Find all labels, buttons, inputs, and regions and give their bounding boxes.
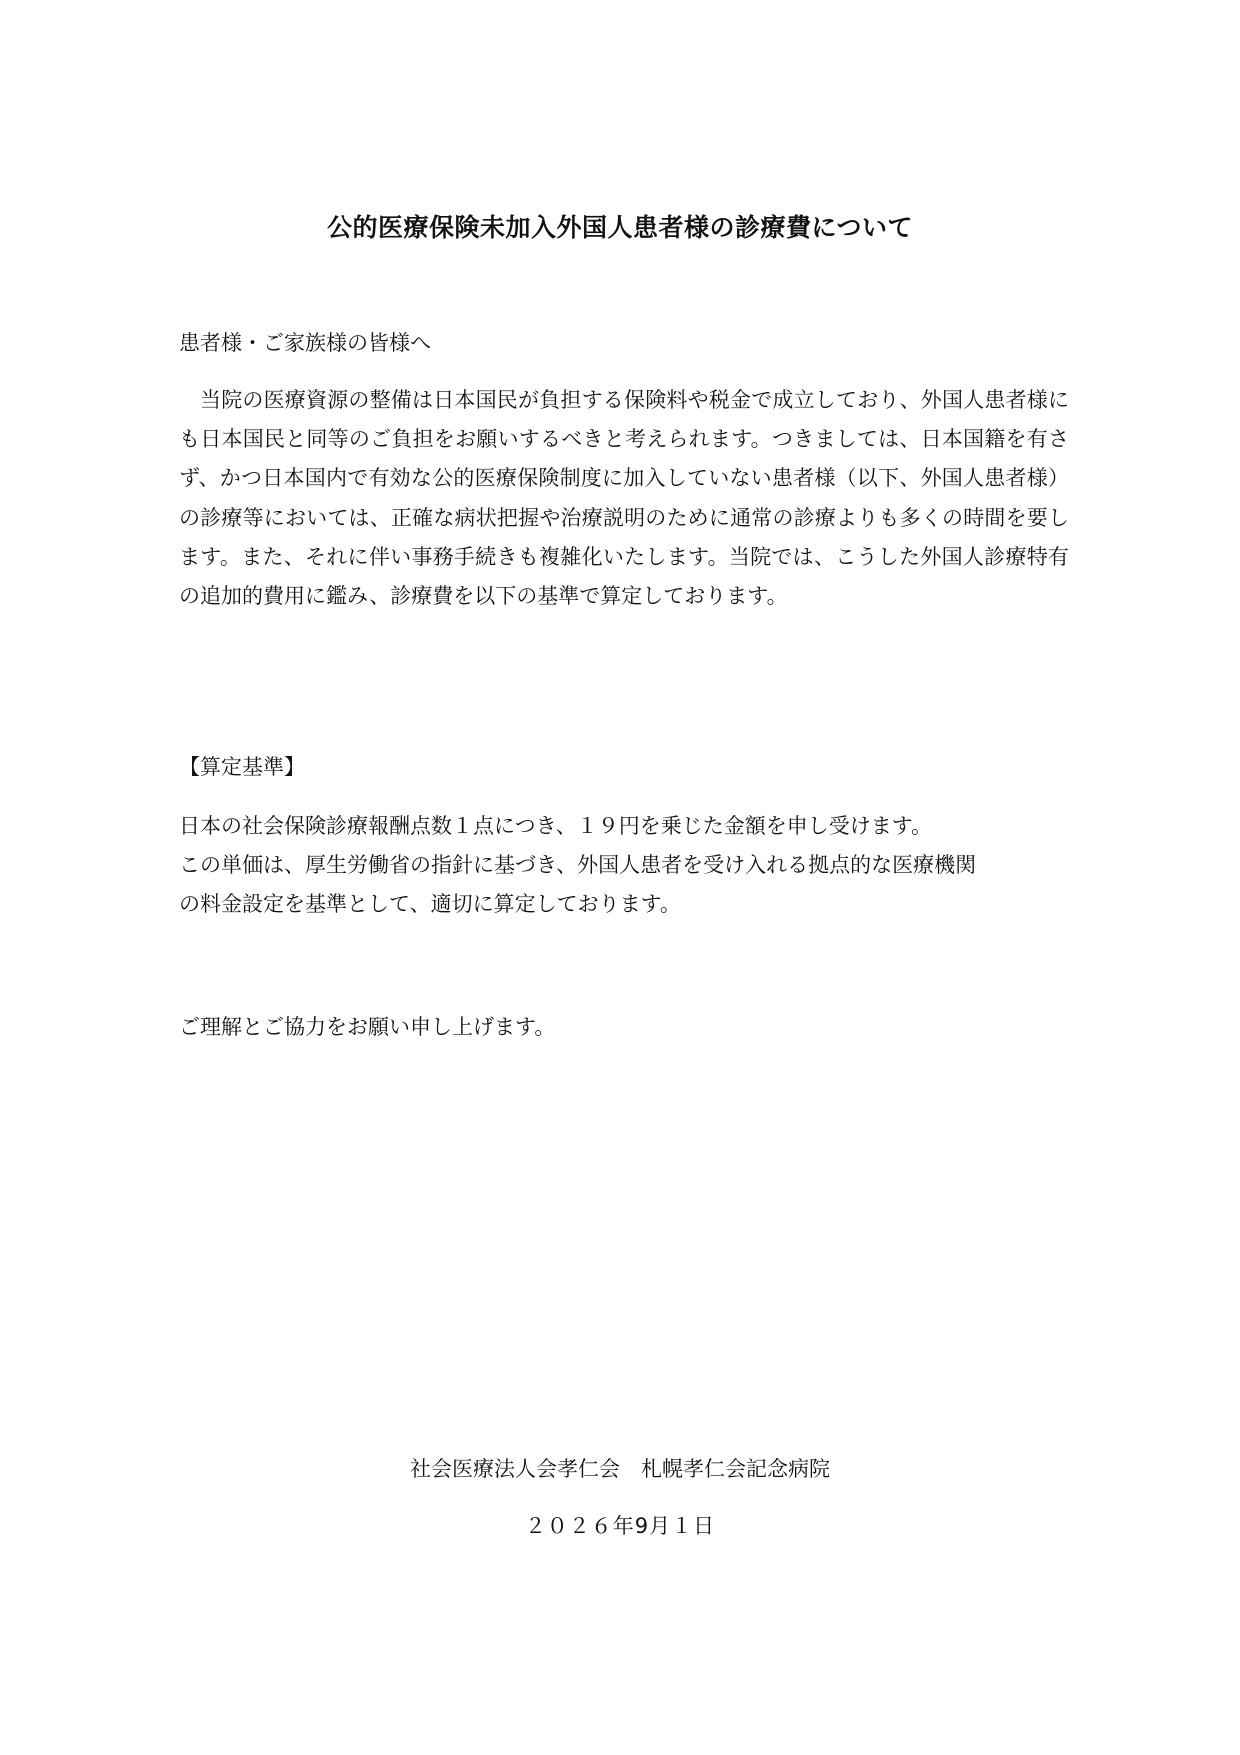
issue-date: ２０２６年9月１日 <box>524 1514 716 1538</box>
intro-paragraph: 当院の医療資源の整備は日本国民が負担する保険料や税金で成立しており、外国人患者様にも日本国民と同等のご負担をお願いするべきと考えられます。つきましては、日本国籍を有さず、かつ日本国内で有効な公的医療保険制度に加入していない患者様（以下、外国人患者様）の診療等においては、正確な病状把握や治療説明のために通常の診療よりも多くの時間を要します。また、それに伴い事務手続きも複雑化いたします。当院では、こうした外国人診療特有の追加的費用に鑑み、診療費を以下の基準で算定しております。 <box>179 388 1069 609</box>
issuer-organization: 社会医療法人会孝仁会 札幌孝仁会記念病院 <box>410 1457 830 1481</box>
salutation: 患者様・ご家族様の皆様へ <box>179 331 431 355</box>
criteria-line: 日本の社会保険診療報酬点数１点につき、１９円を乗じた金額を申し受けます。 <box>179 814 933 838</box>
criteria-body <box>179 807 1069 924</box>
criteria-line: の料金設定を基準として、適切に算定しております。 <box>179 892 681 916</box>
criteria-line: この単価は、厚生労働省の指針に基づき、外国人患者を受け入れる拠点的な医療機関 <box>179 853 977 877</box>
document-title: 公的医療保険未加入外国人患者様の診療費について <box>326 213 913 242</box>
closing-remark: ご理解とご協力をお願い申し上げます。 <box>179 1015 556 1039</box>
criteria-heading: 【算定基準】 <box>179 755 305 779</box>
